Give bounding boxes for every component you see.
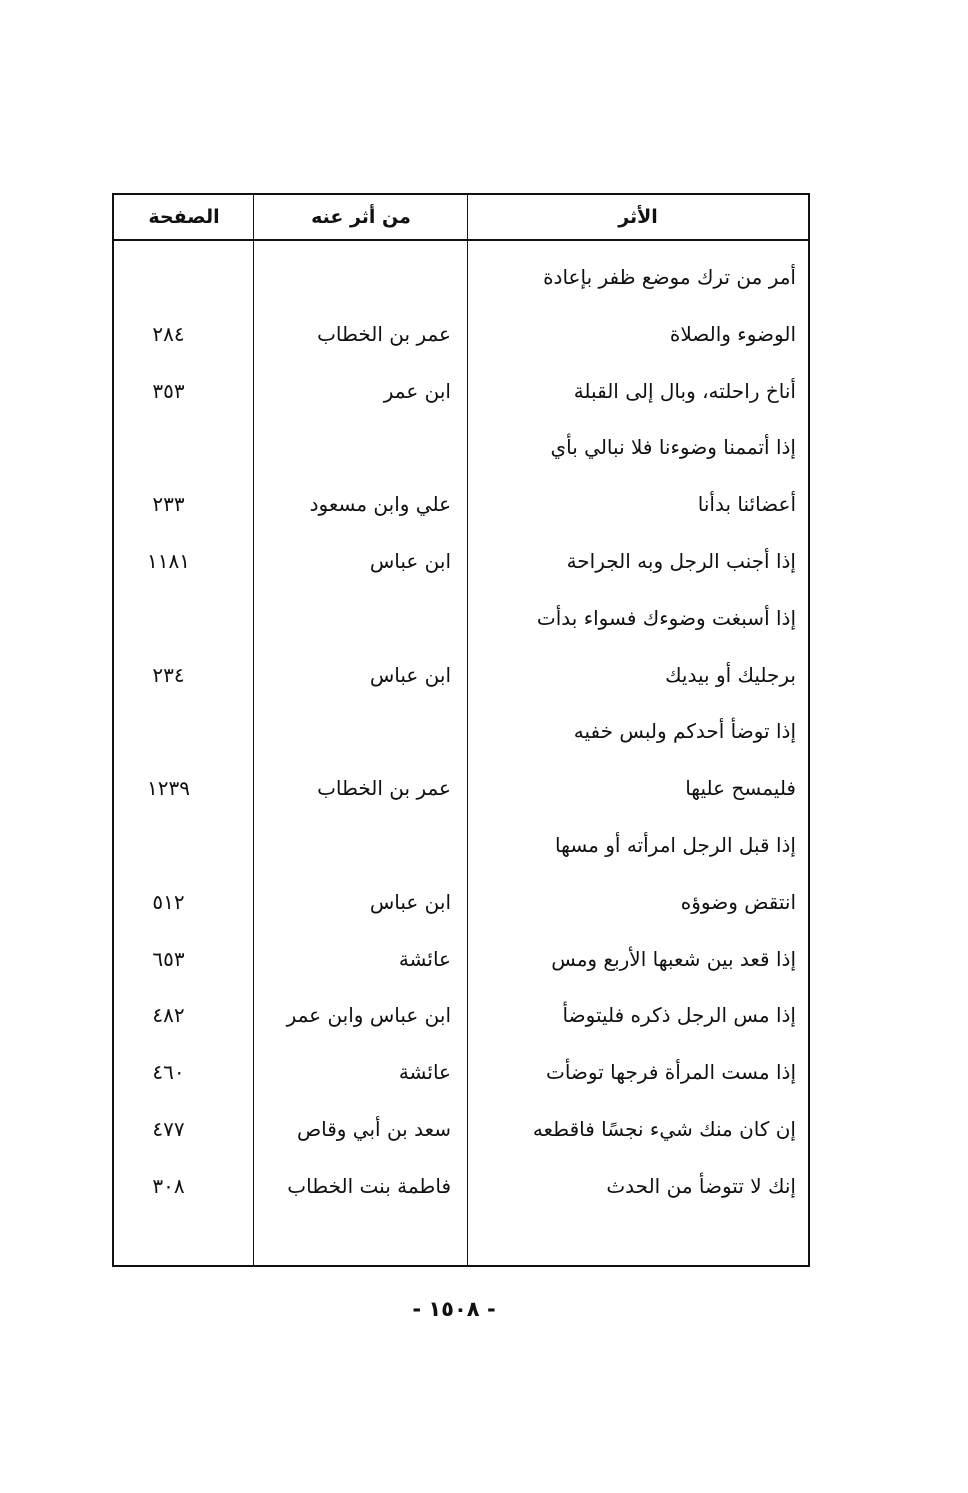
header-page: الصفحة — [148, 206, 220, 228]
table-row — [114, 821, 808, 878]
athar-text: إنك لا تتوضأ من الحدث — [606, 1173, 796, 1198]
page-ref: ٢٨٤ — [152, 321, 185, 346]
narrated-by — [256, 715, 451, 747]
header-separator — [114, 239, 808, 241]
narrated-by — [256, 829, 451, 861]
page-ref: ٢٣٣ — [152, 492, 185, 517]
narrated-by — [256, 431, 451, 463]
page-ref: ١١٨١ — [147, 548, 190, 573]
table-row — [114, 423, 808, 480]
header-athar: الأثر — [618, 206, 658, 228]
athar-index-table — [112, 193, 810, 1267]
page-ref — [116, 431, 221, 463]
narrated-by: سعد بن أبي وقاص — [296, 1116, 451, 1141]
table-row — [114, 594, 808, 651]
athar-text: الوضوء والصلاة — [669, 321, 796, 346]
athar-text: فليمسح عليها — [685, 776, 796, 801]
athar-text: إذا أجنب الرجل وبه الجراحة — [566, 548, 796, 573]
page-ref — [116, 602, 221, 634]
narrated-by: فاطمة بنت الخطاب — [287, 1173, 451, 1198]
narrated-by: ابن عباس — [369, 548, 451, 573]
page-ref: ٤٧٧ — [152, 1116, 185, 1141]
table-row — [114, 253, 808, 310]
table-row — [114, 651, 808, 708]
narrated-by: عائشة — [398, 1060, 451, 1085]
table-row — [114, 480, 808, 537]
athar-text: إذا مس الرجل ذكره فليتوضأ — [562, 1003, 796, 1028]
table-row — [114, 935, 808, 992]
table-row — [114, 707, 808, 764]
narrated-by: عائشة — [398, 946, 451, 971]
narrated-by: ابن عمر — [383, 378, 451, 403]
table-row — [114, 1105, 808, 1162]
page-ref: ٣٥٣ — [152, 378, 185, 403]
athar-text: إذا قعد بين شعبها الأربع ومس — [551, 946, 796, 971]
page-ref: ٦٥٣ — [152, 946, 185, 971]
athar-text: إذا قبل الرجل امرأته أو مسها — [555, 832, 796, 857]
narrated-by: عمر بن الخطاب — [317, 776, 451, 801]
athar-text: أناخ راحلته، وبال إلى القبلة — [573, 378, 796, 403]
table-row — [114, 878, 808, 935]
page-ref: ٥١٢ — [152, 889, 185, 914]
table-row — [114, 1048, 808, 1105]
athar-text: إن كان منك شيء نجسًا فاقطعه — [532, 1116, 796, 1141]
athar-text: أمر من ترك موضع ظفر بإعادة — [543, 265, 796, 289]
header-narrated-by: من أثر عنه — [311, 206, 411, 228]
page-number: - ١٥٠٨ - — [412, 1297, 496, 1321]
athar-text: أعضائنا بدأنا — [697, 492, 796, 517]
narrated-by: ابن عباس — [369, 889, 451, 914]
table-row — [114, 310, 808, 367]
narrated-by: ابن عباس وابن عمر — [286, 1003, 451, 1028]
table-row — [114, 991, 808, 1048]
narrated-by: ابن عباس — [369, 662, 451, 687]
table-row — [114, 764, 808, 821]
narrated-by — [256, 602, 451, 634]
narrated-by: علي وابن مسعود — [309, 492, 451, 517]
page-ref — [116, 829, 221, 861]
table-body — [114, 253, 808, 1219]
athar-text: إذا مست المرأة فرجها توضأت — [546, 1060, 796, 1085]
athar-text: إذا أتممنا وضوءنا فلا نبالي بأي — [550, 435, 796, 460]
page-ref: ٤٨٢ — [152, 1003, 185, 1028]
athar-text: برجليك أو بيديك — [665, 662, 796, 687]
page-ref: ٢٣٤ — [152, 662, 185, 687]
narrated-by — [256, 261, 451, 293]
page-ref — [116, 261, 221, 293]
athar-text: إذا أسبغت وضوءك فسواء بدأت — [536, 605, 796, 630]
athar-text: إذا توضأ أحدكم ولبس خفيه — [573, 719, 796, 744]
table-row — [114, 367, 808, 424]
page-ref — [116, 715, 221, 747]
page-ref: ٣٠٨ — [152, 1173, 185, 1198]
page-ref: ١٢٣٩ — [147, 776, 190, 801]
narrated-by: عمر بن الخطاب — [317, 321, 451, 346]
table-row — [114, 537, 808, 594]
page-ref: ٤٦٠ — [152, 1060, 185, 1085]
table-row — [114, 1162, 808, 1219]
athar-text: انتقض وضوؤه — [680, 889, 796, 914]
